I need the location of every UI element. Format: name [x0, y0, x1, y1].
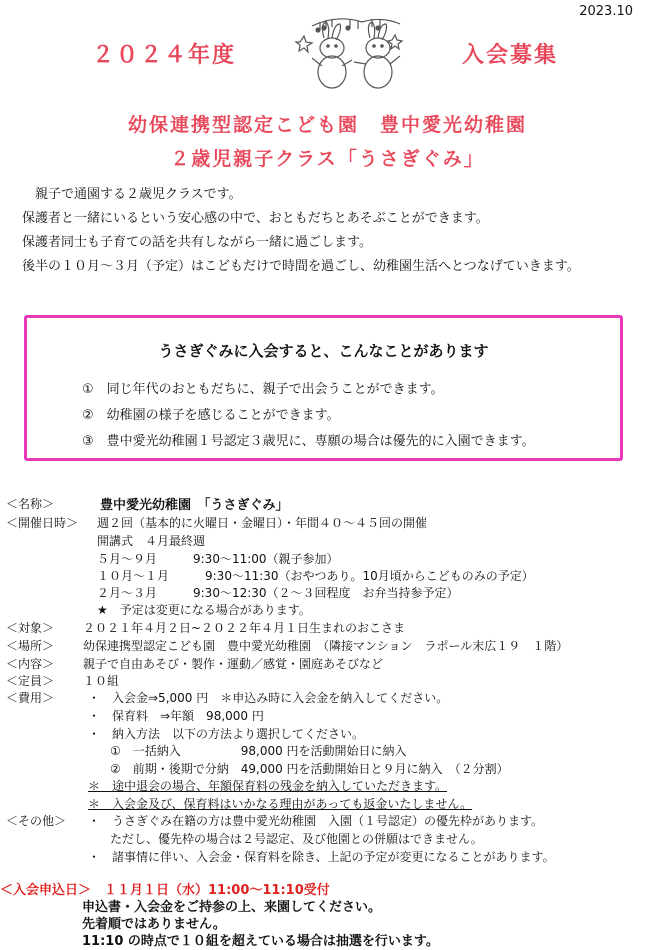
- fee-note: ＊ 入会金及び、保育料はいかなる理由があっても返金いたしません。: [88, 797, 473, 811]
- schedule-label: ＜開催日時＞: [6, 516, 79, 530]
- target-value: ２０２１年４月２日~２０２２年４月１日生まれのおこさま: [83, 621, 406, 635]
- target-label: ＜対象＞: [6, 621, 55, 635]
- schedule-line: ２月～３月 9:30～12:30（２～３回程度 お弁当持参予定）: [97, 586, 459, 600]
- fee-line: ・ 保育料 ⇒年額 98,000 円: [88, 709, 264, 723]
- other-label: ＜その他＞: [6, 814, 67, 828]
- name-label: ＜名称＞: [6, 497, 55, 511]
- schedule-line: ５月～９月 9:30～11:00（親子参加）: [97, 552, 339, 566]
- school-name-heading: 幼保連携型認定こども園 豊中愛光幼稚園: [127, 114, 527, 136]
- rabbits-illustration: [292, 12, 416, 96]
- fee-note: ＊ 途中退会の場合、年額保育料の残金を納入していただきます。: [88, 779, 448, 793]
- apply-instruction: 先着順ではありません。: [82, 917, 226, 932]
- intro-line: 親子で通園する２歳児クラスです。: [22, 187, 242, 202]
- year-title: ２０２４年度: [92, 43, 237, 68]
- benefits-box: [24, 315, 623, 461]
- recruit-title: 入会募集: [462, 43, 559, 68]
- benefit-item: ② 幼稚園の様子を感じることができます。: [82, 408, 340, 423]
- content-value: 親子で自由あそび・製作・運動／感覚・園庭あそびなど: [83, 657, 384, 671]
- other-line: ・ うさぎぐみ在籍の方は豊中愛光幼稚園 入園（１号認定）の優先枠があります。: [88, 814, 544, 828]
- capacity-value: １０組: [83, 674, 120, 688]
- capacity-label: ＜定員＞: [6, 674, 55, 688]
- fee-label: ＜費用＞: [6, 691, 55, 705]
- benefit-item: ① 同じ年代のおともだちに、親子で出会うことができます。: [82, 382, 444, 397]
- apply-date-heading: ＜入会申込日＞ １１月１日（水）11:00～11:10受付: [0, 883, 330, 898]
- benefits-heading: うさぎぐみに入会すると、こんなことがあります: [158, 342, 489, 360]
- class-name-heading: ２歳児親子クラス「うさぎぐみ」: [170, 148, 485, 170]
- fee-option: ② 前期・後期で分納 49,000 円を活動開始日と９月に納入 （２分割）: [110, 762, 509, 776]
- apply-instruction: 申込書・入会金をご持参の上、来園してください。: [82, 900, 382, 915]
- other-line: ・ 諸事情に伴い、入会金・保育料を除き、上記の予定が変更になることがあります。: [88, 850, 555, 864]
- benefit-item: ③ 豊中愛光幼稚園１号認定３歳児に、専願の場合は優先的に入園できます。: [82, 434, 535, 449]
- intro-text: [22, 183, 580, 279]
- intro-line: 後半の１０月～３月（予定）はこどもだけで時間を過ごし、幼稚園生活へとつなげていきます。: [22, 259, 580, 274]
- issue-date: 2023.10: [579, 4, 633, 19]
- fee-line: ・ 納入方法 以下の方法より選択してください。: [88, 727, 365, 741]
- schedule-note: ★ 予定は変更になる場合があります。: [97, 603, 311, 617]
- intro-line: 保護者同士も子育ての話を共有しながら一緒に過ごします。: [22, 235, 372, 250]
- fee-line: ・ 入会金⇒5,000 円 ＊申込み時に入会金を納入してください。: [88, 691, 449, 705]
- schedule-line: 週２回（基本的に火曜日・金曜日）・年間４０～４５回の開催: [97, 516, 428, 530]
- apply-instruction: 11:10 の時点で１０組を超えている場合は抽選を行います。: [82, 934, 439, 949]
- name-value: 豊中愛光幼稚園 「うさぎぐみ」: [100, 498, 289, 513]
- place-value: 幼保連携型認定こども園 豊中愛光幼稚園 （隣接マンション ラポール末広１９ １階）: [83, 639, 569, 653]
- other-line: ただし、優先枠の場合は２号認定、及び他園との併願はできません。: [110, 832, 483, 846]
- fee-option: ① 一括納入 98,000 円を活動開始日に納入: [110, 744, 407, 758]
- intro-line: 保護者と一緒にいるという安心感の中で、おともだちとあそぶことができます。: [22, 211, 489, 226]
- schedule-line: 開講式 ４月最終週: [97, 534, 206, 548]
- schedule-line: １０月～１月 9:30～11:30（おやつあり。10月頃からこどものみの予定）: [97, 569, 534, 583]
- content-label: ＜内容＞: [6, 657, 55, 671]
- place-label: ＜場所＞: [6, 639, 55, 653]
